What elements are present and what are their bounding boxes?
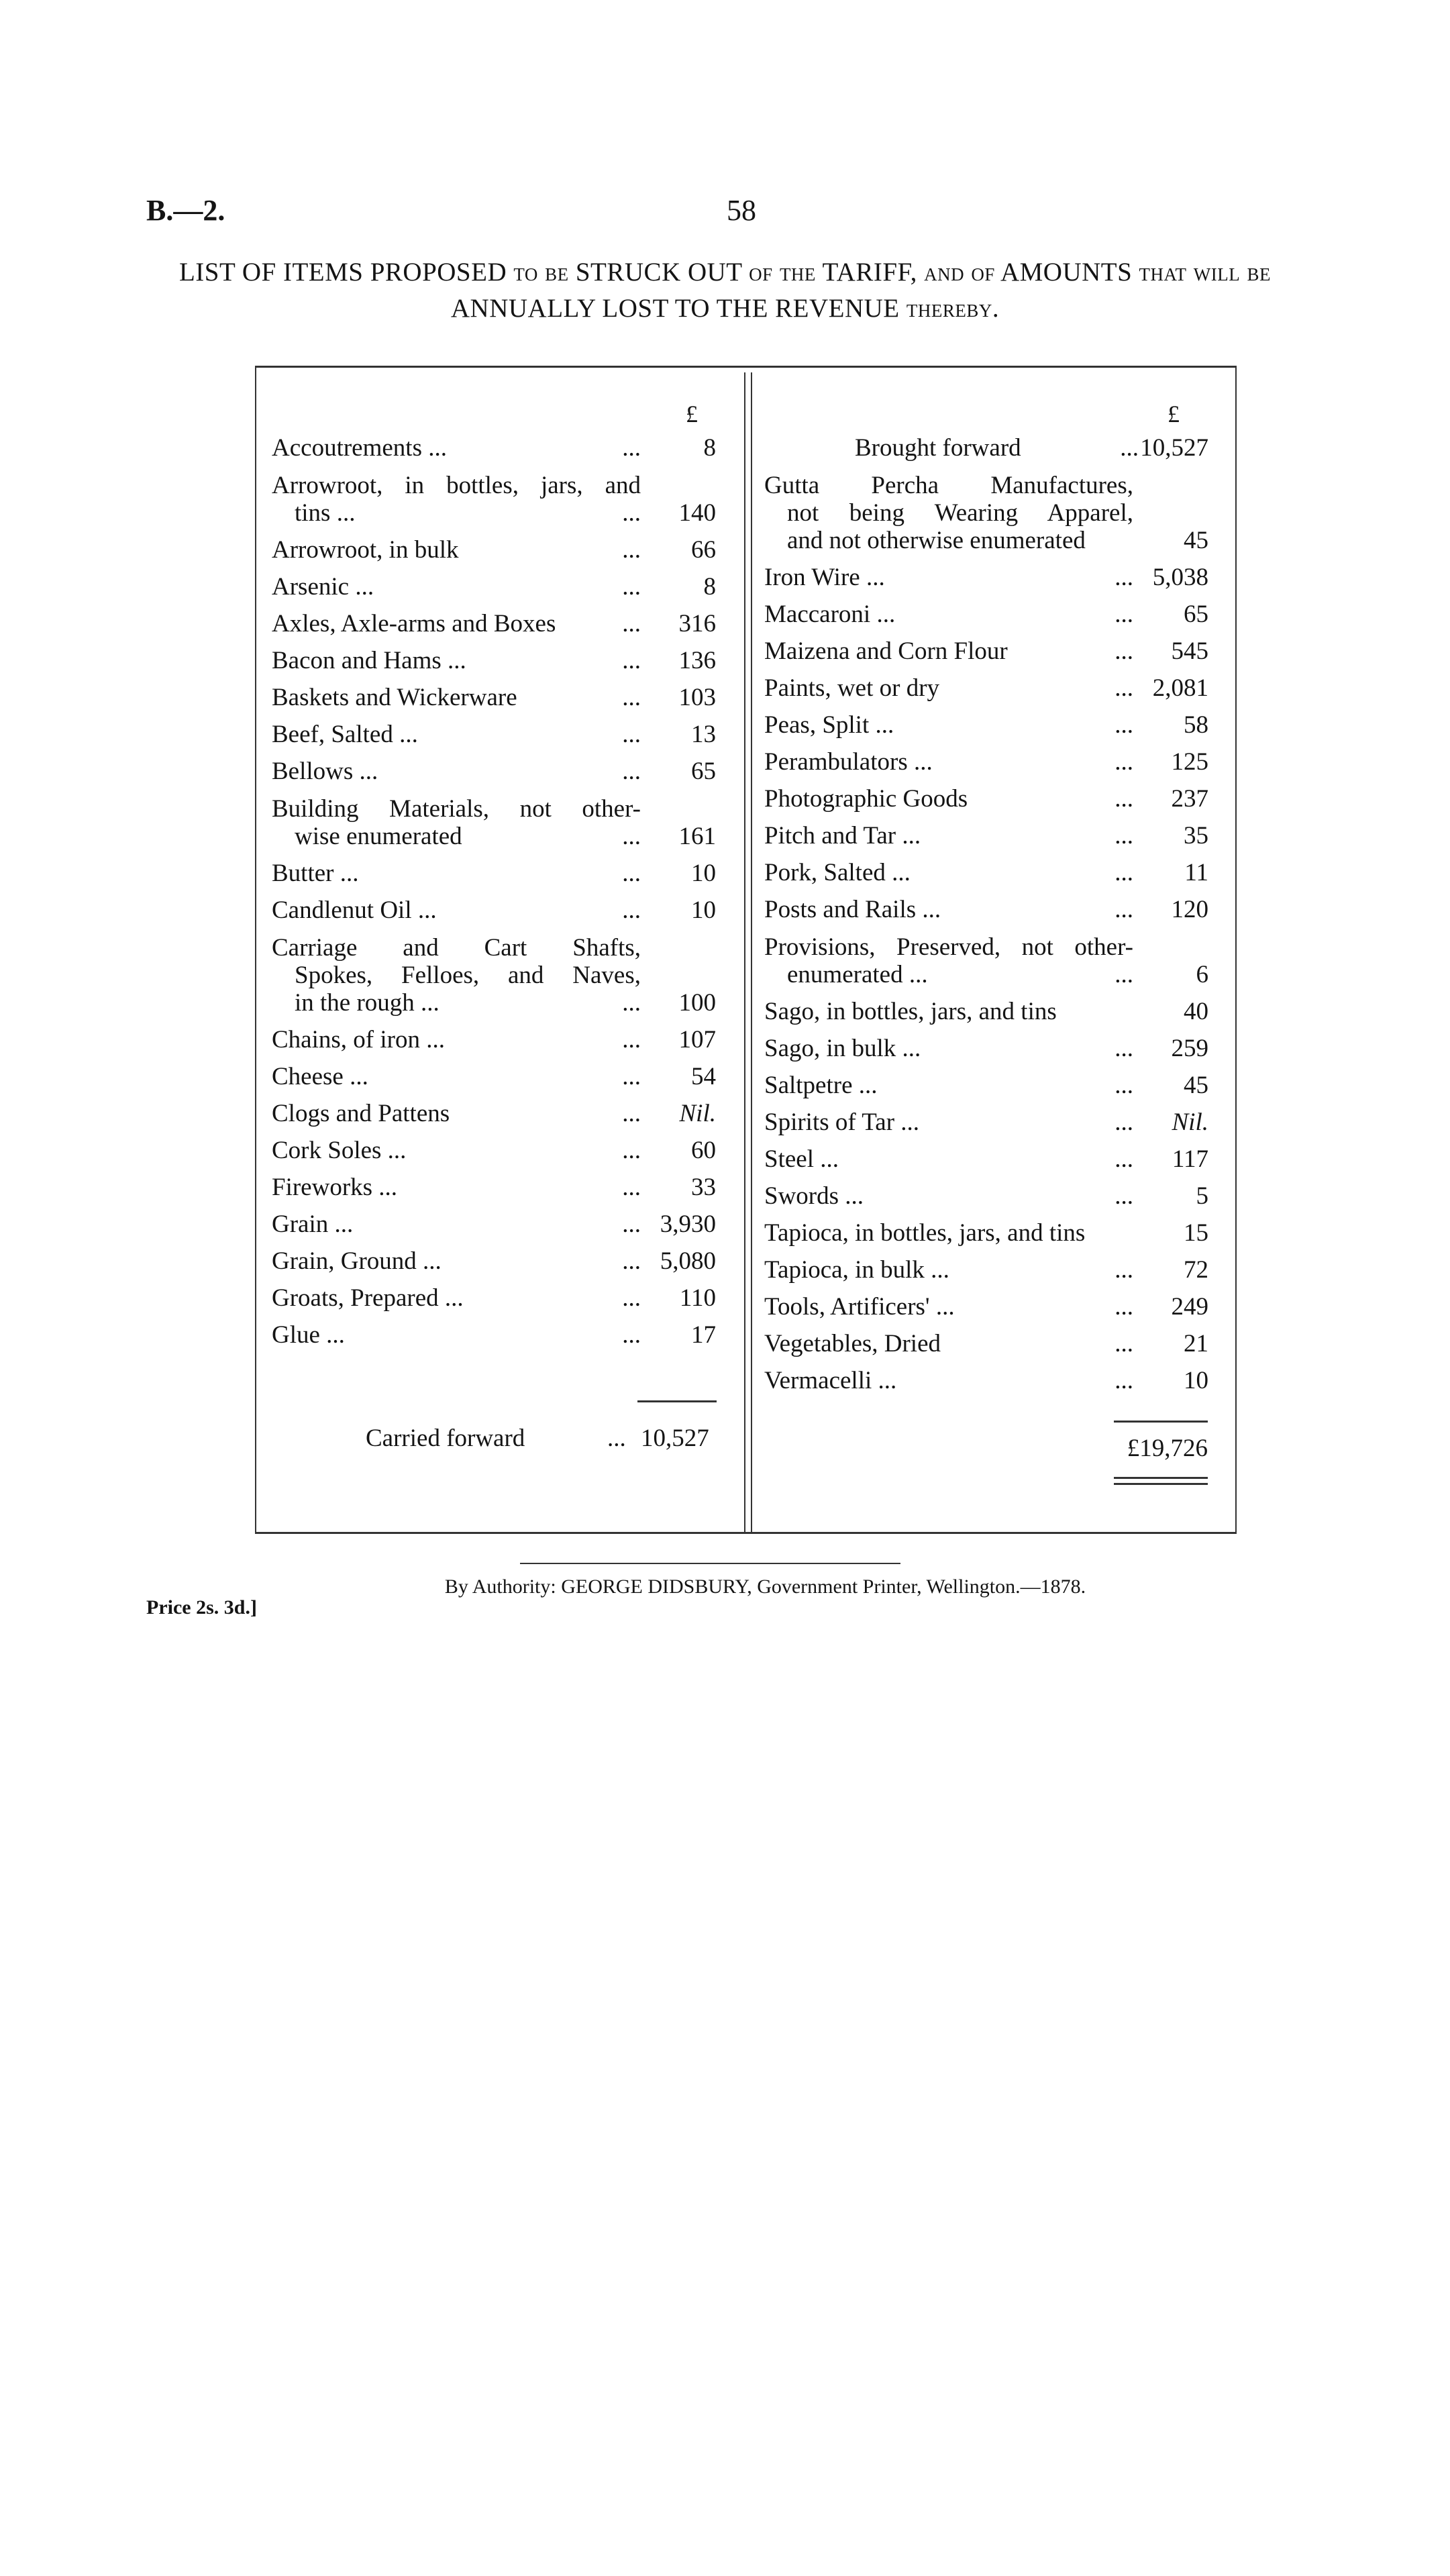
item-name <box>764 860 1214 886</box>
leader-dots: ... <box>1115 859 1133 886</box>
item-name-line: Carriage and Cart Shafts, <box>272 934 641 962</box>
table-row <box>272 1248 721 1275</box>
item-amount: 8 <box>703 573 716 601</box>
item-name <box>764 1109 1214 1136</box>
item-name-line: Provisions, Preserved, not other- <box>764 933 1133 961</box>
item-amount: 54 <box>691 1063 716 1090</box>
item-amount: 8 <box>703 434 716 462</box>
item-name <box>764 601 1214 628</box>
brought-forward-amount: 10,527 <box>1140 434 1208 462</box>
item-amount: 316 <box>678 610 716 637</box>
table-row <box>272 860 721 887</box>
leader-dots: ... <box>622 823 641 850</box>
item-name-line: Iron Wire ... <box>764 564 885 591</box>
right-item-column <box>764 435 1214 1404</box>
item-amount: 3,930 <box>660 1210 716 1238</box>
item-amount: 10 <box>691 860 716 887</box>
item-name <box>764 1072 1214 1099</box>
item-name <box>272 860 721 887</box>
item-name <box>764 1035 1214 1062</box>
table-row <box>272 1137 721 1164</box>
currency-header-right: £ <box>1168 401 1180 427</box>
item-amount: 35 <box>1184 822 1208 849</box>
item-amount: 259 <box>1171 1035 1208 1062</box>
item-name-line: wise enumerated <box>295 823 462 850</box>
leader-dots: ... <box>622 1210 641 1238</box>
leader-dots: ... <box>1115 601 1133 628</box>
item-name <box>272 1064 721 1090</box>
carried-forward-dots: ... <box>607 1425 626 1452</box>
column-divider <box>744 372 745 1533</box>
item-name <box>272 537 721 564</box>
item-name <box>764 998 1214 1025</box>
item-amount: 107 <box>678 1026 716 1053</box>
title-line-1: LIST OF ITEMS PROPOSED to be STRUCK OUT of the TARIFF, and of AMOUNTS that will be <box>178 258 1271 287</box>
leader-dots: ... <box>1115 1035 1133 1062</box>
table-row <box>272 795 721 850</box>
item-name-line: Candlenut Oil ... <box>272 896 437 924</box>
table-row <box>272 574 721 601</box>
item-amount: 45 <box>1184 527 1208 554</box>
table-row <box>764 1294 1214 1321</box>
item-name <box>764 786 1214 813</box>
table-row <box>764 823 1214 849</box>
item-name <box>764 1331 1214 1357</box>
total-double-rule <box>1114 1483 1208 1485</box>
item-name <box>272 1174 721 1201</box>
table-row <box>764 1331 1214 1357</box>
item-name-line: Butter ... <box>272 860 359 887</box>
item-amount: 2,081 <box>1152 674 1208 702</box>
leader-dots: ... <box>1115 748 1133 776</box>
item-name-line: Vegetables, Dried <box>764 1330 941 1357</box>
leader-dots: ... <box>622 1026 641 1053</box>
item-name <box>764 1294 1214 1321</box>
table-row <box>764 1109 1214 1136</box>
item-name <box>272 897 721 924</box>
leader-dots: ... <box>1115 961 1133 988</box>
table-row <box>764 749 1214 776</box>
table-row <box>764 998 1214 1025</box>
item-name-line: Sago, in bottles, jars, and tins <box>764 998 1057 1025</box>
item-name-line: Arrowroot, in bottles, jars, and <box>272 472 641 499</box>
item-amount: 117 <box>1172 1145 1208 1173</box>
table-row <box>272 1174 721 1201</box>
item-amount: 161 <box>678 823 716 850</box>
item-name <box>272 611 721 637</box>
table-row <box>764 675 1214 702</box>
item-amount: 249 <box>1171 1293 1208 1321</box>
item-name-line: Swords ... <box>764 1182 864 1210</box>
table-row <box>272 1064 721 1090</box>
item-name-line: Maccaroni ... <box>764 601 896 628</box>
item-name-line: Arsenic ... <box>272 573 374 601</box>
leader-dots: ... <box>622 1063 641 1090</box>
item-name-line: Sago, in bulk ... <box>764 1035 921 1062</box>
leader-dots: ... <box>1120 434 1139 462</box>
item-name <box>272 1027 721 1053</box>
item-amount: 103 <box>678 684 716 711</box>
item-amount: 10 <box>1184 1367 1208 1394</box>
item-amount: 545 <box>1171 637 1208 665</box>
brought-forward-row <box>764 435 1214 462</box>
leader-dots: ... <box>622 610 641 637</box>
table-row <box>272 684 721 711</box>
item-name <box>764 1146 1214 1173</box>
item-name-line: Tapioca, in bulk ... <box>764 1256 949 1284</box>
item-name <box>764 472 1214 554</box>
currency-header-left: £ <box>686 401 698 427</box>
leader-dots: ... <box>622 721 641 748</box>
price-note: Price 2s. 3d.] <box>146 1596 257 1618</box>
item-name <box>764 749 1214 776</box>
table-row <box>272 611 721 637</box>
item-name <box>272 435 721 462</box>
table-row <box>764 1183 1214 1210</box>
item-name-line: Peas, Split ... <box>764 711 894 739</box>
item-amount: 110 <box>679 1284 716 1312</box>
item-name-line: Paints, wet or dry <box>764 674 940 702</box>
item-amount: 66 <box>691 536 716 564</box>
item-amount: 17 <box>691 1321 716 1349</box>
item-amount: 140 <box>678 499 716 527</box>
item-name <box>764 712 1214 739</box>
item-name <box>272 1211 721 1238</box>
leader-dots: ... <box>1115 637 1133 665</box>
item-name-line: Vermacelli ... <box>764 1367 897 1394</box>
table-row <box>764 1072 1214 1099</box>
item-name-line: Grain ... <box>272 1210 354 1238</box>
item-name <box>272 684 721 711</box>
leader-dots: ... <box>622 573 641 601</box>
item-amount: 45 <box>1184 1072 1208 1099</box>
item-amount: Nil. <box>1172 1109 1208 1136</box>
item-name-line: Chains, of iron ... <box>272 1026 445 1053</box>
item-name-line: Gutta Percha Manufactures, <box>764 472 1133 499</box>
item-name-line: enumerated ... <box>787 961 928 988</box>
item-amount: 72 <box>1184 1256 1208 1284</box>
item-amount: 6 <box>1196 961 1208 988</box>
leader-dots: ... <box>1115 822 1133 849</box>
item-amount: 15 <box>1184 1219 1208 1247</box>
table-row <box>764 712 1214 739</box>
carried-forward-amount: 10,527 <box>641 1425 709 1452</box>
item-name <box>764 675 1214 702</box>
leader-dots: ... <box>622 1174 641 1201</box>
item-name-line: Spirits of Tar ... <box>764 1109 920 1136</box>
leader-dots: ... <box>622 896 641 924</box>
item-amount: 11 <box>1184 859 1208 886</box>
item-name-line: Building Materials, not other- <box>272 795 641 823</box>
leader-dots: ... <box>1115 1367 1133 1394</box>
carried-forward-label: Carried forward <box>366 1425 525 1452</box>
table-row <box>272 758 721 785</box>
item-name-line: Arrowroot, in bulk <box>272 536 459 564</box>
item-name <box>272 574 721 601</box>
item-name-line: Bacon and Hams ... <box>272 647 466 674</box>
item-name-line: tins ... <box>295 499 356 527</box>
leader-dots: ... <box>1115 896 1133 923</box>
table-row <box>272 1100 721 1127</box>
item-name-line: Steel ... <box>764 1145 839 1173</box>
table-row <box>272 472 721 527</box>
column-divider <box>751 372 752 1533</box>
leader-dots: ... <box>1115 1182 1133 1210</box>
leader-dots: ... <box>1115 1256 1133 1284</box>
title-line-2: ANNUALLY LOST TO THE REVENUE thereby. <box>450 294 1000 323</box>
item-name-line: Grain, Ground ... <box>272 1247 442 1275</box>
item-name-line: Clogs and Pattens <box>272 1100 450 1127</box>
item-name <box>272 1100 721 1127</box>
table-row <box>764 786 1214 813</box>
table-row <box>764 564 1214 591</box>
item-name-line: Cork Soles ... <box>272 1137 407 1164</box>
item-amount: 65 <box>691 758 716 785</box>
leader-dots: ... <box>622 434 641 462</box>
table-row <box>764 860 1214 886</box>
item-name <box>272 648 721 674</box>
item-name <box>272 934 721 1017</box>
item-name-line: Spokes, Felloes, and Naves, <box>295 962 641 989</box>
table-row <box>272 934 721 1017</box>
item-name <box>764 638 1214 665</box>
item-name-line: and not otherwise enumerated <box>787 527 1086 554</box>
item-amount: 5,038 <box>1152 564 1208 591</box>
table-row <box>272 1322 721 1349</box>
item-name <box>764 1257 1214 1284</box>
item-amount: 58 <box>1184 711 1208 739</box>
table-row <box>272 435 721 462</box>
leader-dots: ... <box>622 1247 641 1275</box>
leader-dots: ... <box>1115 564 1133 591</box>
item-amount: 65 <box>1184 601 1208 628</box>
leader-dots: ... <box>1115 1145 1133 1173</box>
table-row <box>764 1035 1214 1062</box>
item-name-line: Fireworks ... <box>272 1174 398 1201</box>
left-item-column <box>272 435 721 1359</box>
leader-dots: ... <box>622 758 641 785</box>
subtotal-rule <box>637 1400 717 1402</box>
leader-dots: ... <box>1115 1072 1133 1099</box>
table-row <box>272 1027 721 1053</box>
item-amount: 5,080 <box>660 1247 716 1275</box>
item-name-line: Perambulators ... <box>764 748 933 776</box>
item-name <box>764 1368 1214 1394</box>
table-row <box>272 1285 721 1312</box>
leader-dots: ... <box>1115 1109 1133 1136</box>
item-name-line: Tools, Artificers' ... <box>764 1293 955 1321</box>
table-row <box>764 472 1214 554</box>
leader-dots: ... <box>622 989 641 1017</box>
item-name <box>764 1220 1214 1247</box>
item-amount: 125 <box>1171 748 1208 776</box>
item-amount: Nil. <box>679 1100 716 1127</box>
table-row <box>272 1211 721 1238</box>
item-name-line: Beef, Salted ... <box>272 721 418 748</box>
table-row <box>764 933 1214 988</box>
item-name <box>272 472 721 527</box>
item-name-line: Pitch and Tar ... <box>764 822 921 849</box>
leader-dots: ... <box>1115 674 1133 702</box>
item-name <box>764 1183 1214 1210</box>
item-name-line: Baskets and Wickerware <box>272 684 517 711</box>
item-name-line: Bellows ... <box>272 758 378 785</box>
item-name-line: Groats, Prepared ... <box>272 1284 464 1312</box>
table-row <box>764 1146 1214 1173</box>
table-row <box>764 601 1214 628</box>
total-rule <box>1114 1421 1208 1423</box>
leader-dots: ... <box>622 860 641 887</box>
item-name <box>272 795 721 850</box>
item-amount: 60 <box>691 1137 716 1164</box>
table-row <box>764 1220 1214 1247</box>
item-name <box>764 823 1214 849</box>
document-code: B.—2. <box>146 194 225 227</box>
table-row <box>764 638 1214 665</box>
item-name <box>764 896 1214 923</box>
table-row <box>272 721 721 748</box>
item-amount: 13 <box>691 721 716 748</box>
item-name-line: Saltpetre ... <box>764 1072 878 1099</box>
table-row <box>272 648 721 674</box>
item-amount: 100 <box>678 989 716 1017</box>
table-row <box>272 537 721 564</box>
leader-dots: ... <box>1115 785 1133 813</box>
leader-dots: ... <box>622 1321 641 1349</box>
item-name-line: Glue ... <box>272 1321 345 1349</box>
table-row <box>764 896 1214 923</box>
leader-dots: ... <box>622 1137 641 1164</box>
item-name-line: in the rough ... <box>295 989 439 1017</box>
item-amount: 237 <box>1171 785 1208 813</box>
item-amount: 5 <box>1196 1182 1208 1210</box>
page-number: 58 <box>727 194 756 227</box>
leader-dots: ... <box>1115 1293 1133 1321</box>
item-name-line: Posts and Rails ... <box>764 896 941 923</box>
item-amount: 40 <box>1184 998 1208 1025</box>
grand-total: £19,726 <box>1127 1435 1208 1462</box>
item-name <box>272 1285 721 1312</box>
item-name <box>272 721 721 748</box>
leader-dots: ... <box>1115 1330 1133 1357</box>
item-name-line: Pork, Salted ... <box>764 859 911 886</box>
printer-authority: By Authority: GEORGE DIDSBURY, Government Printer, Wellington.—1878. <box>444 1576 1086 1598</box>
item-amount: 10 <box>691 896 716 924</box>
item-name-line: Axles, Axle-arms and Boxes <box>272 610 556 637</box>
table-row <box>272 897 721 924</box>
item-name-line: Cheese ... <box>272 1063 368 1090</box>
item-name-line: Tapioca, in bottles, jars, and tins <box>764 1219 1086 1247</box>
table-row <box>764 1257 1214 1284</box>
leader-dots: ... <box>622 684 641 711</box>
item-name <box>764 933 1214 988</box>
item-name-line: Accoutrements ... <box>272 434 447 462</box>
item-name <box>272 1248 721 1275</box>
item-name-line: not being Wearing Apparel, <box>787 499 1133 527</box>
item-name <box>272 758 721 785</box>
item-name-line: Photographic Goods <box>764 785 968 813</box>
total-double-rule <box>1114 1477 1208 1479</box>
leader-dots: ... <box>622 1100 641 1127</box>
footer-rule <box>520 1563 900 1564</box>
item-amount: 21 <box>1184 1330 1208 1357</box>
leader-dots: ... <box>622 647 641 674</box>
leader-dots: ... <box>622 499 641 527</box>
item-name <box>272 1322 721 1349</box>
item-amount: 33 <box>691 1174 716 1201</box>
item-amount: 136 <box>678 647 716 674</box>
leader-dots: ... <box>622 536 641 564</box>
item-name-line: Maizena and Corn Flour <box>764 637 1008 665</box>
leader-dots: ... <box>622 1284 641 1312</box>
item-amount: 120 <box>1171 896 1208 923</box>
item-name <box>272 1137 721 1164</box>
table-row <box>764 1368 1214 1394</box>
item-name <box>764 564 1214 591</box>
brought-forward-label: Brought forward <box>855 434 1021 462</box>
leader-dots: ... <box>1115 711 1133 739</box>
